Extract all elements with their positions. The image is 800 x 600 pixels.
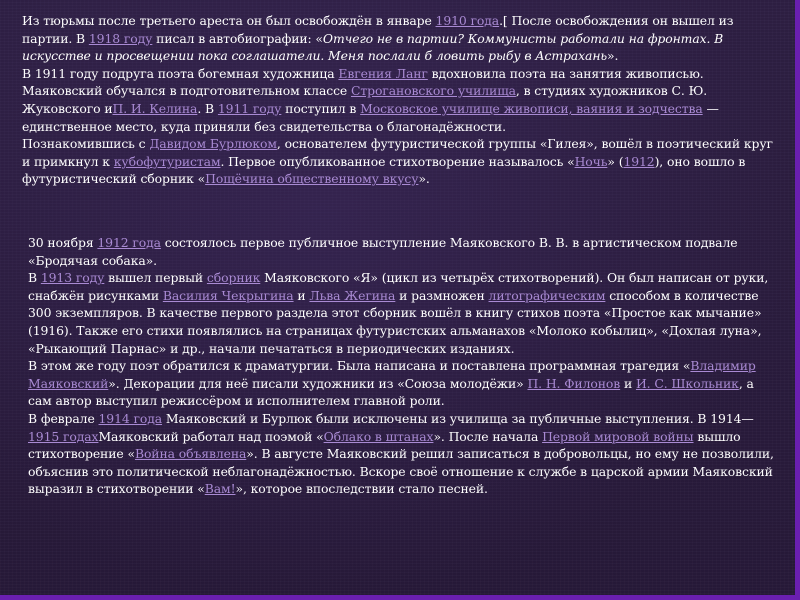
link-zhegin[interactable]: Льва Жегина [309,287,396,303]
paragraph-first-collection: В 1913 году вышел первый сборник Маяковского «Я» (цикл из четырёх стихотворений). Он был написан от руки, снабжён рисунками Василия Чекрыгина и Льва Жегина и размножен литографическим способом в количестве 300 экземпляров. В качестве первого раздела этот сборник вошёл в книгу стихов поэта «Простое как мычание» (1916). Также его стихи появлялись на страницах футуристских альманахов «Молоко кобылиц», «Дохлая луна», «Рыкающий Парнас» и др., начали печататься в периодических изданиях. [28,270,769,356]
link-stroganov[interactable]: Строгановского училища [350,83,516,99]
link-voina-obyavlena[interactable]: Война объявлена [134,446,247,462]
link-poshchechina[interactable]: Пощёчина общественному вкусу [205,171,419,187]
paragraph-first-performance: 30 ноября 1912 года состоялось первое публичное выступление Маяковского В. В. в артистическом подвале «Бродячая собака». [28,235,738,268]
link-1914[interactable]: 1914 года [98,410,163,426]
paragraph-drama: В этом же году поэт обратился к драматургии. Была написана и поставлена программная трагедия «Владимир Маяковский». Декорации для неё писали художники из «Союза молодёжи» П. Н. Филонов и И. С. Школьник, а сам автор выступил режиссёром и исполнителем главной роли. [28,358,756,409]
footnote-marker[interactable]: .[ [499,13,508,28]
link-1918[interactable]: 1918 году [88,30,153,46]
link-chekrygin[interactable]: Василия Чекрыгина [162,287,294,303]
link-filonov[interactable]: П. Н. Филонов [527,375,621,391]
link-1912[interactable]: 1912 [623,153,655,169]
link-cubofuturists[interactable]: кубофутуристам [113,153,221,169]
link-1912-year[interactable]: 1912 года [97,235,161,250]
slide-border-right [795,0,800,600]
link-1915[interactable]: 1915 годах [28,428,99,444]
slide-border-bottom [0,595,800,600]
paragraph-lang: В 1911 году подруга поэта богемная художница Евгения Ланг вдохновила поэта на занятия живописью. [22,65,704,81]
autobiography-quote: Отчего не в партии? Коммунисты работали на фронтах. В искусстве и просвещении пока соглашатели. Меня послали б ловить рыбу в Астрахань [22,30,724,64]
link-ww1[interactable]: Первой мировой войны [542,428,694,444]
link-oblako[interactable]: Облако в штанах [323,428,434,444]
link-evgeniya-lang[interactable]: Евгения Ланг [338,65,428,81]
paragraph-education: Маяковский обучался в подготовительном классе Строгановского училища, в студиях художников С. Ю. Жуковского иП. И. Келина. В 1911 году поступил в Московское училище живописи, ваяния и зодчества — единственное место, куда приняли без свидетельства о благонадёжности. [22,83,719,134]
link-vladimir-mayakovsky[interactable]: Владимир Маяковский [28,358,756,391]
link-burliuk[interactable]: Давидом Бурлюком [149,136,277,152]
link-1911[interactable]: 1911 году [217,100,282,116]
link-kelin[interactable]: П. И. Келина [112,100,198,116]
paragraph-burliuk: Познакомившись с Давидом Бурлюком, основателем футуристической группы «Гилея», вошёл в поэтический круг и примкнул к кубофутуристам. Первое опубликованное стихотворение называлось «Ночь» (1912), оно вошло в футуристический сборник «Пощёчина общественному вкусу». [22,136,773,187]
link-shkolnik[interactable]: И. С. Школьник [635,375,739,391]
link-moscow-school[interactable]: Московское училище живописи, ваяния и зодчества [360,100,703,116]
link-vam[interactable]: Вам! [204,481,236,497]
paragraph-block-1 [22,12,782,188]
link-sbornik[interactable]: сборник [206,270,261,286]
paragraph-block-2 [28,234,780,498]
link-noch[interactable]: Ночь [574,153,608,169]
paragraph-expulsion: В феврале 1914 года Маяковский и Бурлюк были исключены из училища за публичные выступления. В 1914—1915 годахМаяковский работал над поэмой «Облако в штанах». После начала Первой мировой войны вышло стихотворение «Война объявлена». В августе Маяковский решил записаться в добровольцы, но ему не позволили, объяснив это политической неблагонадёжностью. Вскоре своё отношение к службе в царской армии Маяковский выразил в стихотворении «Вам!», которое впоследствии стало песней. [28,410,774,497]
link-1913[interactable]: 1913 году [40,270,105,286]
paragraph-release: Из тюрьмы после третьего ареста он был освобождён в январе 1910 года.[ После освобождения он вышел из партии. В 1918 году писал в автобиографии: «Отчего не в партии? Коммунисты работали на фронтах. В искусстве и просвещении пока соглашатели. Меня послали б ловить рыбу в Астрахань». [22,13,734,64]
link-lithographic[interactable]: литографическим [488,287,606,303]
link-1910[interactable]: 1910 года [435,13,500,28]
